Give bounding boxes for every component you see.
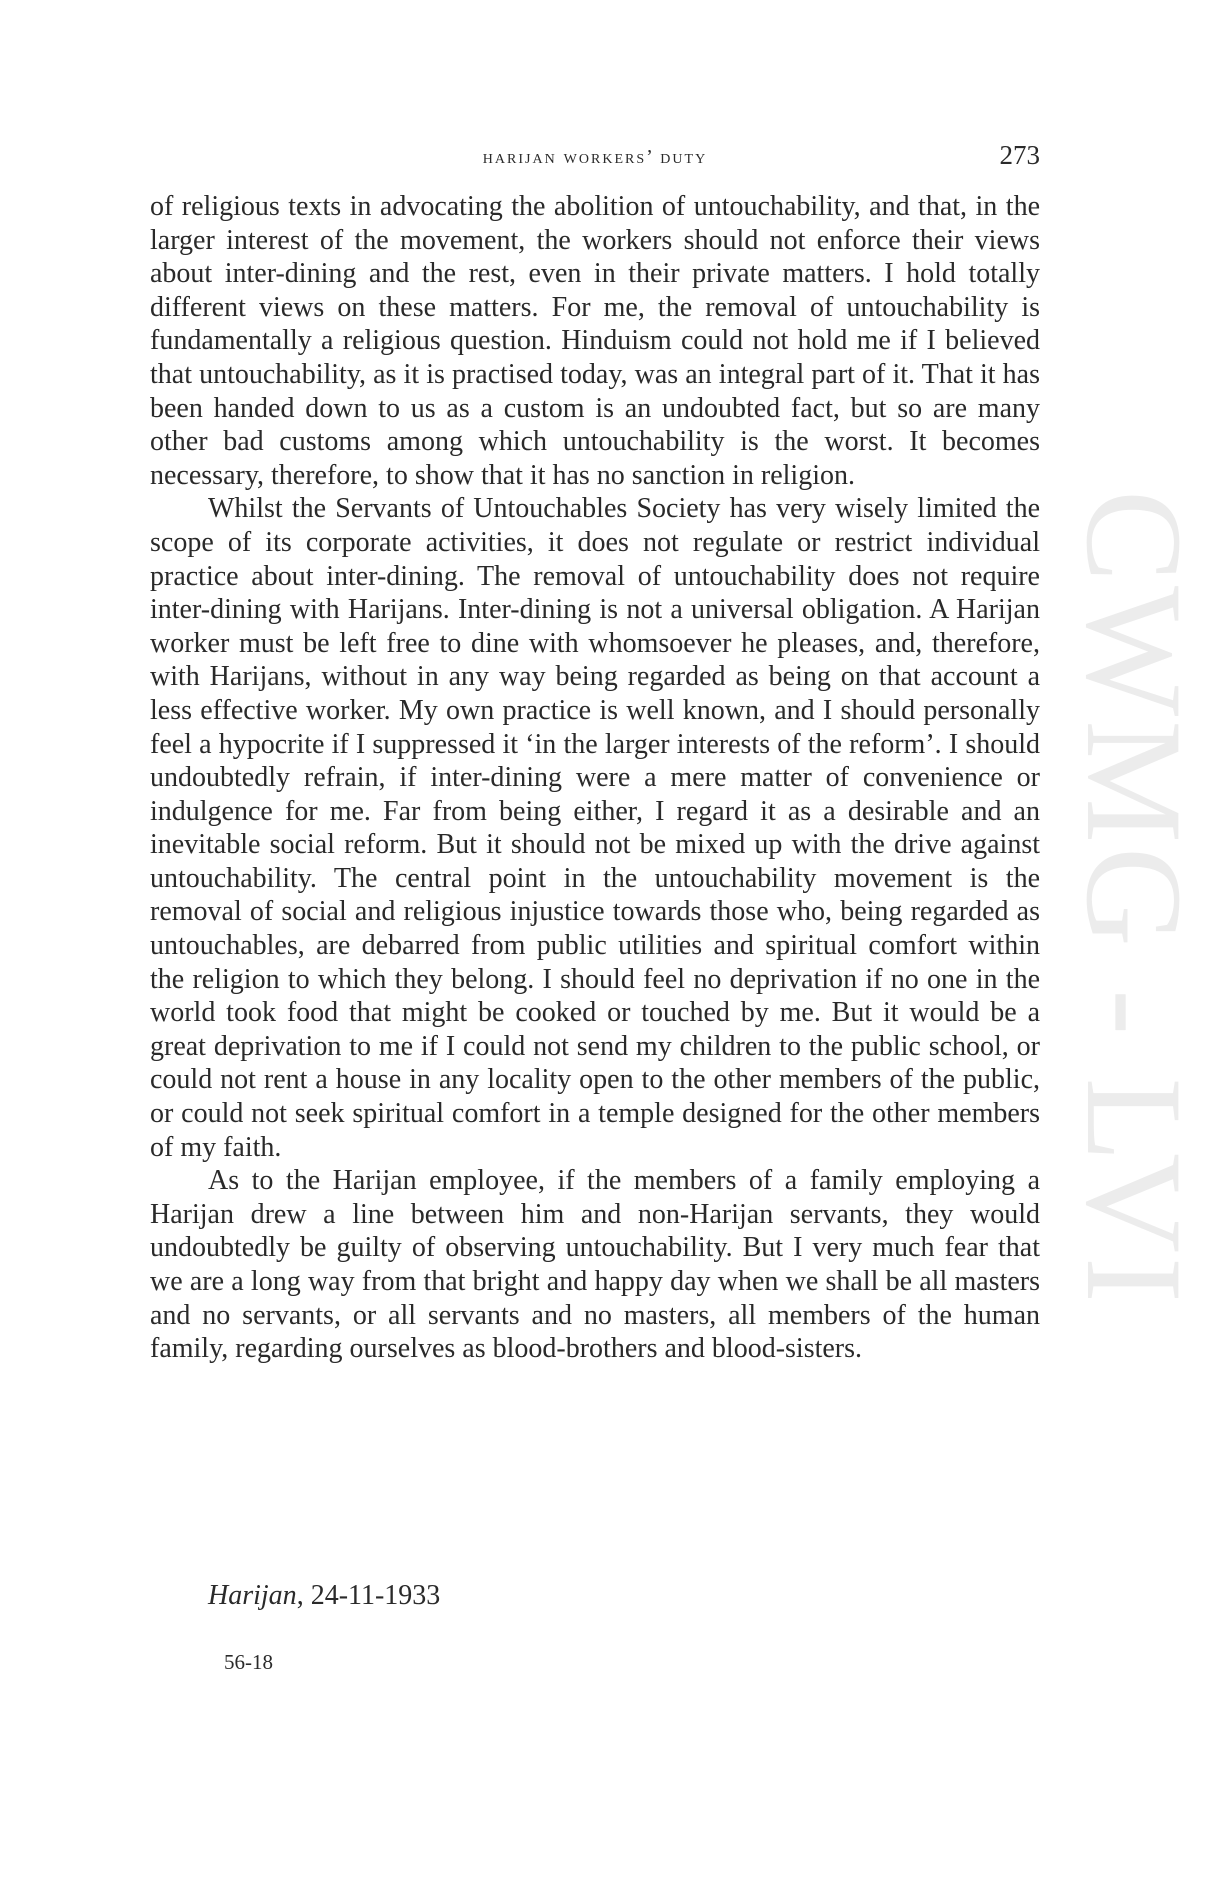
body-text — [150, 190, 1040, 1366]
watermark: CWMG - LVI — [1058, 490, 1211, 1307]
paragraph-3: As to the Harijan employee, if the members of a family employing a Harijan drew a line between him and non-Harijan servants, they would undoubtedly be guilty of observing untouchability. But I very much fear that we are a long way from that bright and happy day when we shall be all masters and no servants, or all servants and no masters, all members of the human family, regarding ourselves as blood-brothers and blood-sisters. — [150, 1165, 1040, 1365]
running-head: harijan workers’ duty — [482, 146, 708, 168]
page-number: 273 — [999, 140, 1040, 170]
signature-mark: 56-18 — [224, 1650, 273, 1674]
page-header — [150, 140, 1040, 180]
paragraph-2: Whilst the Servants of Untouchables Society has very wisely limited the scope of its corporate activities, it does not regulate or restrict individual practice about inter-dining. The removal of untouchability does not require inter-dining with Harijans. Inter-dining is not a universal obligation. A Harijan worker must be left free to dine with whomsoever he pleases, and, therefore, with Harijans, without in any way being regarded as being on that account a less effective worker. My own practice is well known, and I should personally feel a hypocrite if I suppressed it ‘in the larger interests of the reform’. I should undoubtedly refrain, if inter-dining were a mere matter of convenience or indulgence for me. Far from being either, I regard it as a desirable and an inevitable social reform. But it should not be mixed up with the drive against untouchability. The central point in the untouchability movement is the removal of social and religious injustice towards those who, being regarded as untouchables, are debarred from public utilities and spiritual comfort within the religion to which they belong. I should feel no deprivation if no one in the world took food that might be cooked or touched by me. But it would be a great deprivation to me if I could not send my children to the public school, or could not rent a house in any locality open to the other members of the public, or could not seek spiritual comfort in a temple designed for the other members of my faith. — [150, 493, 1040, 1163]
source-citation — [208, 1580, 440, 1612]
source-publication: Harijan — [208, 1580, 297, 1611]
source-date: , 24-11-1933 — [296, 1580, 441, 1611]
paragraph-1: of religious texts in advocating the abolition of untouchability, and that, in the larger interest of the movement, the workers should not enforce their views about inter-dining and the rest, even in their private matters. I hold totally different views on these matters. For me, the removal of untouchability is fundamentally a religious question. Hinduism could not hold me if I believed that untouchability, as it is practised today, was an integral part of it. That it has been handed down to us as a custom is an undoubted fact, but so are many other bad customs among which untouchability is the worst. It becomes necessary, therefore, to show that it has no sanction in religion. — [150, 191, 1040, 491]
